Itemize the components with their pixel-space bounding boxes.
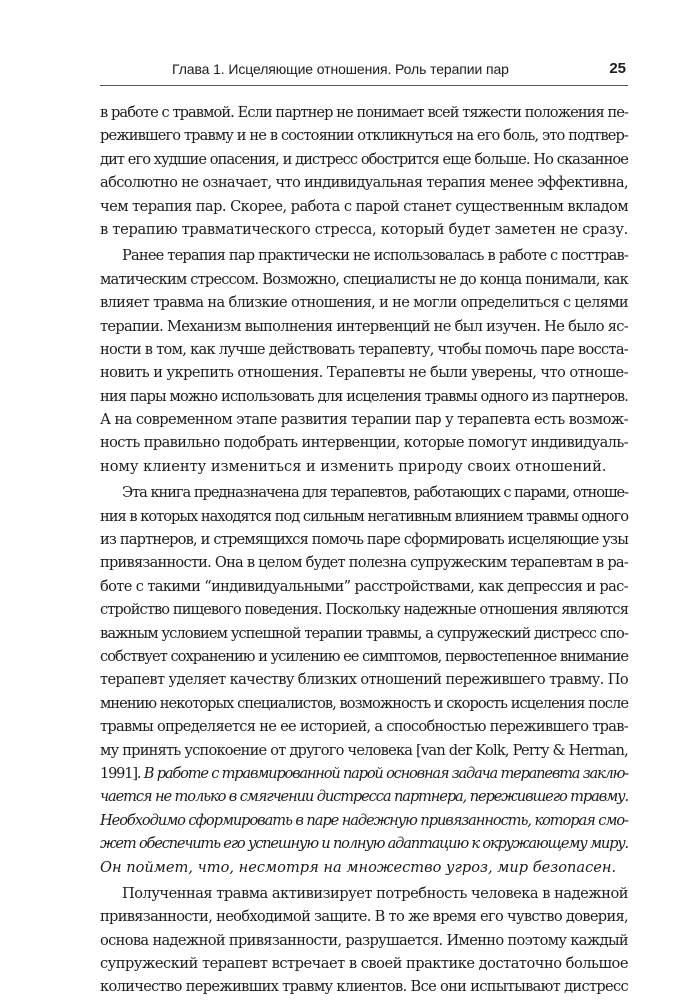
text-line: терапевт уделяет качеству близких отношений пережившего травму. По [100,671,628,689]
text-line: в работе с травмой. Если партнер не понимает всей тяжести положения пе- [100,104,628,121]
text-line: боте с такими “индивидуальными” расстройствами, как депрессия и рас- [100,577,628,595]
body-text [100,101,628,1002]
text-line: ности в том, как лучше действовать терапевту, чтобы помочь паре восста- [100,340,629,358]
text-line: важным условием успешной терапии травмы, а супружеский дистресс спо- [100,624,628,642]
text-line: А на современном этапе развития терапии пар у терапевта есть возмож- [100,411,628,429]
text-line [100,762,628,785]
text-line: стройство пищевого поведения. Поскольку надежные отношения являются [100,601,628,619]
text-line: новить и укрепить отношения. Терапевты не были уверены, что отноше- [100,364,628,382]
text-line-italic: Он поймет, что, несмотря на множество угроз, мир безопасен. [100,858,617,876]
header-divider [100,85,628,86]
text-line: абсолютно не означает, что индивидуальная терапия менее эффективна, [100,174,628,192]
text-line: чем терапия пар. Скорее, работа с парой станет существенным вкладом [100,197,628,215]
text-line: привязанности. Она в целом будет полезна супружеским терапевтам в ра- [100,554,628,572]
text-line: Полученная травма активизирует потребность человека в надежной [122,884,628,902]
text-line: травмы определяется не ее историей, а способностью пережившего трав- [100,718,628,736]
text-line: влияет травма на близкие отношения, и не могли определиться с целями [100,294,628,312]
text-line: мнению некоторых специалистов, возможность и скорость исцеления после [100,694,628,712]
text-line: из партнеров, и стремящихся помочь паре сформировать исцеляющие узы [100,531,628,549]
text-line: Ранее терапия пар практически не использовалась в работе с посттрав- [122,247,628,265]
paragraph-2 [100,244,628,478]
text-line: супружеский терапевт встречает в своей практике достаточно большое [100,955,629,973]
text-line: ния пары можно использовать для исцеления травмы одного из партнеров. [100,387,628,405]
text-line: собствует сохранению и усилению ее симптомов, первостепенное внимание [100,647,628,665]
chapter-title: Глава 1. Исцеляющие отношения. Роль терапии пар [172,61,509,77]
text-line: основа надежной привязанности, разрушается. Именно поэтому каждый [100,931,628,949]
text-line: дит его худшие опасения, и дистресс обострится еще больше. Но сказанное [100,150,628,168]
text-line-italic: чается не только в смягчении дистресса партнера, пережившего травму. [100,788,628,806]
text-line-italic: жет обеспечить его успешную и полную адаптацию к окружающему миру. [100,835,628,853]
italic-emphasis: В работе с травмированной парой основная задача терапевта заклю- [143,764,628,782]
text-line: привязанности, необходимой защите. В то же время его чувство доверия, [100,908,628,926]
paragraph-1 [100,101,628,241]
text-line: Эта книга предназначена для терапевтов, работающих с парами, отноше- [122,484,628,502]
page-number: 25 [609,60,626,77]
text-line: ния в которых находятся под сильным негативным влиянием травмы одного [100,507,628,525]
text-line: количество переживших травму клиентов. Все они испытывают дистресс [100,978,628,996]
text-line: ному клиенту измениться и изменить природу своих отношений. [100,457,607,475]
text-line: в терапию травматического стресса, который будет заметен не сразу. [100,220,628,238]
text-line: матическим стрессом. Возможно, специалисты не до конца понимали, как [100,270,628,288]
paragraph-4 [100,882,628,999]
text-line: му принять успокоение от другого человека [van der Kolk, Perry & Herman, [100,741,628,759]
text-line-italic: Необходимо сформировать в паре надежную привязанность, которая смо- [100,811,628,829]
text-line: терапии. Механизм выполнения интервенций не был изучен. Не было яс- [100,317,628,335]
citation-year: 1991]. [100,764,141,782]
paragraph-3 [100,481,628,879]
text-line: режившего травму и не в состоянии откликнуться на его боль, это подтвер- [100,127,628,145]
text-line: ность правильно подобрать интервенции, которые помогут индивидуаль- [100,434,628,452]
running-header [100,59,628,83]
